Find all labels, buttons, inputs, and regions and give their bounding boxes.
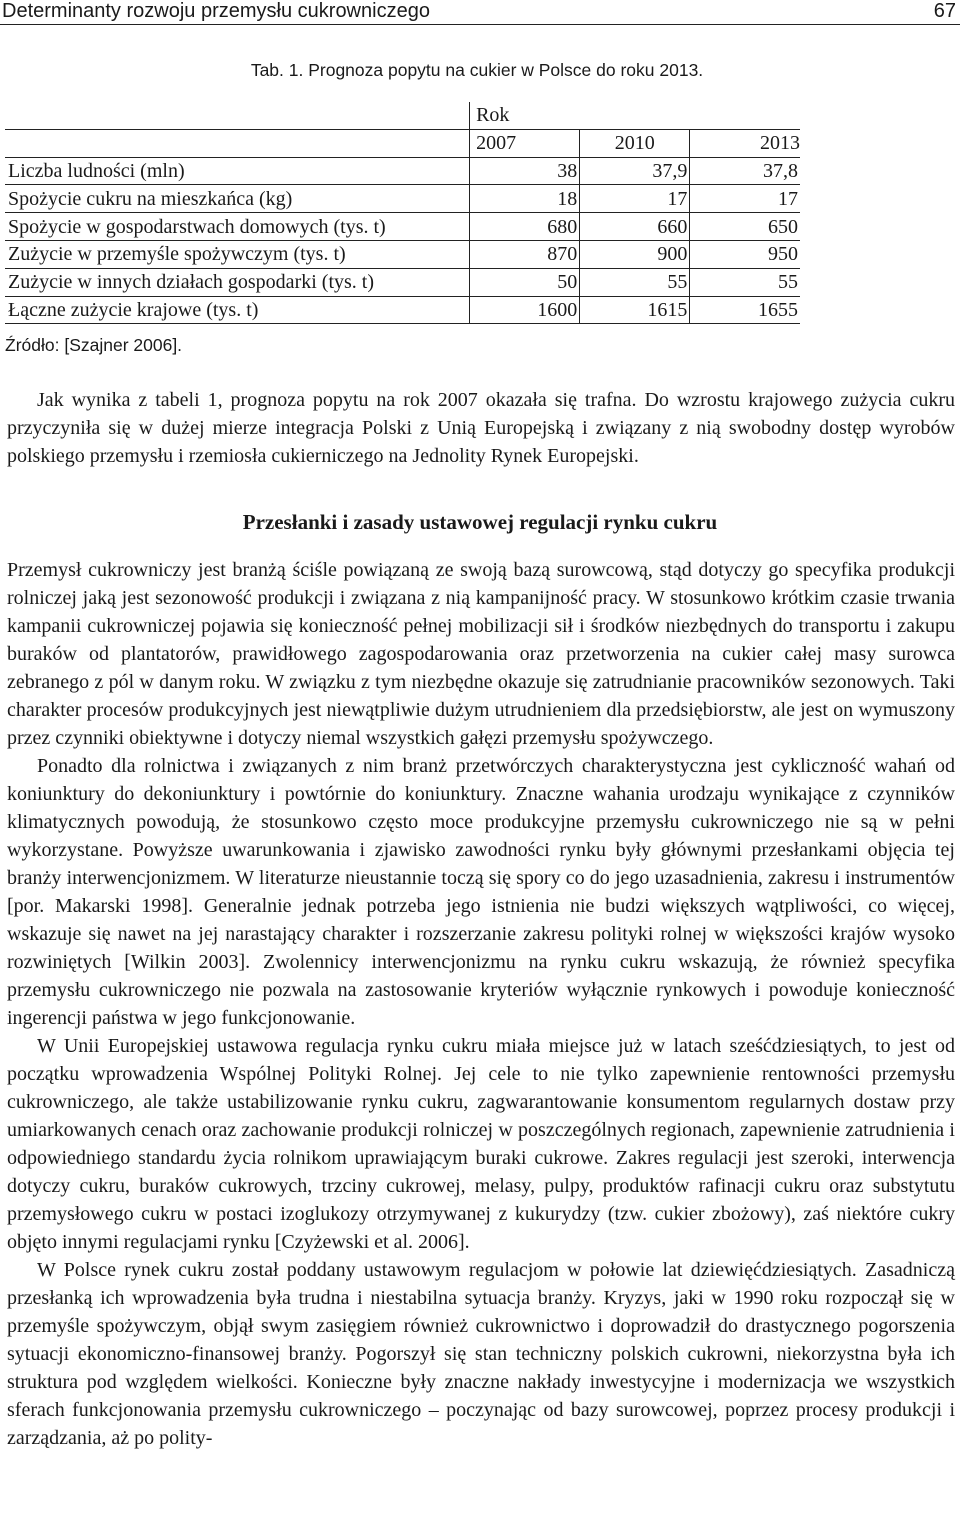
- table-cell: 55: [580, 268, 690, 296]
- table-header-empty: [5, 102, 470, 129]
- table-caption-text: Tab. 1. Prognoza popytu na cukier w Polsce do roku 2013.: [250, 60, 704, 80]
- table-source: Źródło: [Szajner 2006].: [5, 335, 183, 355]
- paragraph: Przemysł cukrowniczy jest branżą ściśle powiązaną ze swoją bazą surowcową, stąd dotyczy go specyfika produkcji rolniczej jaką jest sezonowość produkcji i związana z nią kampanijność pracy. W stosunkowo krótkim czasie trwania kampanii cukrowniczej pojawia się konieczność pełnej mobilizacji sił i środków niezbędnych do transportu i zakupu buraków od plantatorów, prawidłowego zagospodarowania oraz przetworzenia na cukier całej masy surowca zebranego z pól w danym roku. W związku z tym niezbędne okazuje się zatrudnianie pracowników sezonowych. Taki charakter procesów produkcyjnych jest niewątpliwie dużym utrudnieniem dla przedsiębiorstw, ale jest on wymuszony przez czynniki obiektywne i dotyczy niemal wszystkich gałęzi przemysłu spożywczego.: [7, 559, 955, 749]
- table-cell: 18: [470, 185, 580, 213]
- paragraph: Jak wynika z tabeli 1, prognoza popytu na rok 2007 okazała się trafna. Do wzrostu krajowego zużycia cukru przyczyniła się w dużej mierze integracja Polski z Unią Europejską i związany z nią swobodny dostęp wyrobów polskiego przemysłu i rzemiosła cukierniczego na Jednolity Rynek Europejski.: [7, 389, 955, 467]
- table-cell: 55: [690, 268, 800, 296]
- table-header-group-row: [5, 102, 800, 129]
- page-number: 67: [933, 0, 956, 22]
- table-row-label: Zużycie w przemyśle spożywczym (tys. t): [5, 240, 470, 268]
- table-caption: [0, 60, 960, 81]
- table-row: [5, 296, 800, 324]
- table-row: [5, 157, 800, 185]
- table-row-label: Łączne zużycie krajowe (tys. t): [5, 296, 470, 324]
- table-cell: 1600: [470, 296, 580, 324]
- table-cell: 900: [580, 240, 690, 268]
- table-cell: 650: [690, 213, 800, 241]
- running-head-title: Determinanty rozwoju przemysłu cukrowniczego: [2, 0, 430, 22]
- table-header-years-row: [5, 129, 800, 157]
- table-row: [5, 185, 800, 213]
- paragraph: W Polsce rynek cukru został poddany ustawowym regulacjom w połowie lat dziewięćdziesiątych. Zasadniczą przesłanką ich wprowadzenia była trudna i niestabilna sytuacja branży. Kryzys, jaki w 1990 roku rozpoczął się w przemyśle spożywczym, objął swym zasięgiem również cukrownictwo i doprowadził do drastycznego pogorszenia sytuacji ekonomiczno-finansowej branży. Pogorszył się stan techniczny polskich cukrowni, niekorzystna była ich struktura pod względem wielkości. Konieczne były znaczne nakłady inwestycyjne i modernizacja we wszystkich sferach funkcjonowania przemysłu cukrowniczego – poczynając od bazy surowcowej, poprzez procesy produkcji i zarządzania, aż po polity-: [7, 1259, 955, 1449]
- table-cell: 17: [690, 185, 800, 213]
- table-header-year: 2010: [580, 129, 690, 157]
- table-row-label: Zużycie w innych działach gospodarki (tys. t): [5, 268, 470, 296]
- table-header-year: 2007: [470, 129, 580, 157]
- table-cell: 50: [470, 268, 580, 296]
- table-row-label: Spożycie cukru na mieszkańca (kg): [5, 185, 470, 213]
- body-text: [7, 556, 955, 1452]
- table-cell: 17: [580, 185, 690, 213]
- table-cell: 37,9: [580, 157, 690, 185]
- table-row: [5, 240, 800, 268]
- table-cell: 1655: [690, 296, 800, 324]
- table-cell: 950: [690, 240, 800, 268]
- table-row-label: Liczba ludności (mln): [5, 157, 470, 185]
- table-cell: 660: [580, 213, 690, 241]
- table-header-empty: [5, 129, 470, 157]
- table-cell: 870: [470, 240, 580, 268]
- paragraph: W Unii Europejskiej ustawowa regulacja rynku cukru miała miejsce już w latach sześćdziesiątych, to jest od początku wprowadzenia Wspólnej Polityki Rolnej. Jej cele to nie tylko zapewnienie rentowności przemysłu cukrowniczego, ale także ustabilizowanie rynku cukru, zagwarantowanie konsumentom regularnych dostaw przy umiarkowanych cenach oraz zachowanie produkcji rolniczej w poszczególnych regionach, zapewnienie zatrudnienia i odpowiedniego standardu życia rolnikom uprawiającym buraki cukrowe. Zakres regulacji jest szeroki, interwencja dotyczy cukru, buraków cukrowych, trzciny cukrowej, melasy, pulpy, produktów rafinacji cukru oraz substytutu przemysłowego cukru w postaci izoglukozy otrzymywanej z kukurydzy (tzw. cukier zbożowy), zaś niektóre cukry objęto innymi regulacjami rynku [Czyżewski et al. 2006].: [7, 1035, 955, 1253]
- table-row: [5, 213, 800, 241]
- table-cell: 1615: [580, 296, 690, 324]
- table-header-rok: Rok: [470, 102, 800, 129]
- table-cell: 37,8: [690, 157, 800, 185]
- paragraph: Ponadto dla rolnictwa i związanych z nim branż przetwórczych charakterystyczna jest cykliczność wahań od koniunktury do dekoniunktury i powtórnie do koniunktury. Znaczne wahania urodzaju wynikające z czynników klimatycznych powodują, że stosunkowo często moce produkcyjne przemysłu cukrowniczego nie są w pełni wykorzystane. Powyższe uwarunkowania i zjawisko zawodności rynku były głównymi przesłankami objęcia tej branży interwencjonizmem. W literaturze nieustannie toczą się spory co do jego uzasadnienia, zakresu i instrumentów [por. Makarski 1998]. Generalnie jednak potrzeba jego istnienia nie budzi większych wątpliwości, co więcej, wskazuje się nawet na jej narastający charakter i rozszerzanie zakresu polityki rolnej w większości krajów wysoko rozwiniętych [Wilkin 2003]. Zwolennicy interwencjonizmu na rynku cukru wskazują, że również specyfika przemysłu cukrowniczego nie pozwala na zastosowanie kryteriów wyłącznie rynkowych i powoduje konieczność ingerencji państwa w jego funkcjonowanie.: [7, 755, 955, 1029]
- section-heading: Przesłanki i zasady ustawowej regulacji rynku cukru: [242, 510, 718, 534]
- forecast-table: [5, 102, 800, 324]
- table-row-label: Spożycie w gospodarstwach domowych (tys. t): [5, 213, 470, 241]
- table-row: [5, 268, 800, 296]
- table-cell: 38: [470, 157, 580, 185]
- table-commentary: [7, 386, 955, 470]
- running-head: [0, 0, 960, 25]
- table-header-year: 2013: [690, 129, 800, 157]
- table-cell: 680: [470, 213, 580, 241]
